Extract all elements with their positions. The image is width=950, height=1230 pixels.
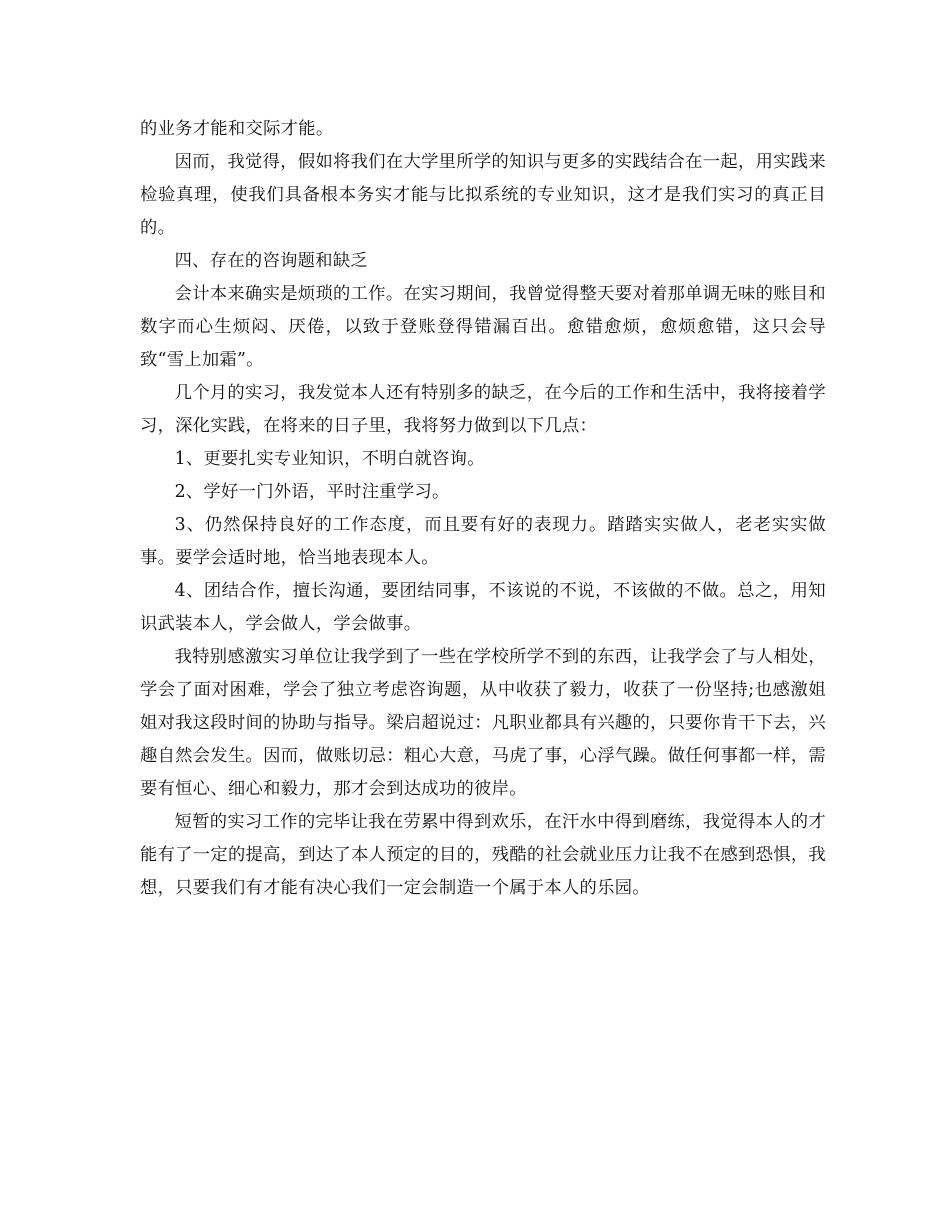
paragraph-gratitude: 我特别感激实习单位让我学到了一些在学校所学不到的东西，让我学会了与人相处，学会了面对困难，学会了独立考虑咨询题，从中收获了毅力，收获了一份坚持;也感激姐姐对我这段时间的协助与指导。梁启超说过：凡职业都具有兴趣的，只要你肯干下去，兴趣自然会发生。因而，做账切忌：粗心大意，马虎了事，心浮气躁。做任何事都一样，需要有恒心、细心和毅力，那才会到达成功的彼岸。 bbox=[140, 647, 826, 799]
section-heading-problems: 四、存在的咨询题和缺乏 bbox=[174, 251, 368, 271]
list-item-3: 3、仍然保持良好的工作态度，而且要有好的表现力。踏踏实实做人，老老实实做事。要学会适时地，恰当地表现本人。 bbox=[140, 515, 826, 568]
paragraph-purpose: 因而，我觉得，假如将我们在大学里所学的知识与更多的实践结合在一起，用实践来检验真理，使我们具备根本务实才能与比拟系统的专业知识，这才是我们实习的真正目的。 bbox=[140, 152, 826, 238]
paragraph-accounting-work: 会计本来确实是烦琐的工作。在实习期间，我曾觉得整天要对着那单调无味的账目和数字而心生烦闷、厌倦，以致于登账登得错漏百出。愈错愈烦，愈烦愈错，这只会导致“雪上加霜”。 bbox=[140, 284, 826, 370]
paragraph-continuation: 的业务才能和交际才能。 bbox=[140, 119, 334, 139]
paragraph-shortcomings: 几个月的实习，我发觉本人还有特别多的缺乏，在今后的工作和生活中，我将接着学习，深化实践，在将来的日子里，我将努力做到以下几点： bbox=[140, 383, 826, 436]
list-item-1: 1、更要扎实专业知识，不明白就咨询。 bbox=[174, 449, 485, 469]
paragraph-conclusion: 短暂的实习工作的完毕让我在劳累中得到欢乐，在汗水中得到磨练，我觉得本人的才能有了一定的提高，到达了本人预定的目的，残酷的社会就业压力让我不在感到恐惧，我想，只要我们有才能有决心我们一定会制造一个属于本人的乐园。 bbox=[140, 812, 826, 898]
list-item-4: 4、团结合作，擅长沟通，要团结同事，不该说的不说，不该做的不做。总之，用知识武装本人，学会做人，学会做事。 bbox=[140, 581, 826, 634]
list-item-2: 2、学好一门外语，平时注重学习。 bbox=[174, 482, 450, 502]
document-body bbox=[140, 113, 826, 905]
